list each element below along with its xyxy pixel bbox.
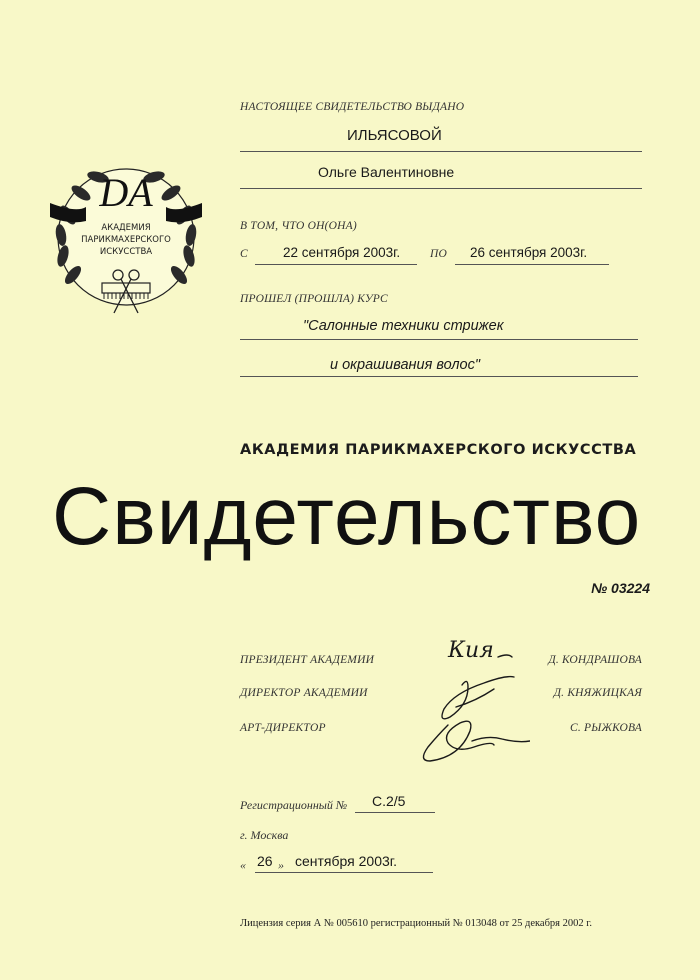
signatory-role-president: ПРЕЗИДЕНТ АКАДЕМИИ bbox=[240, 654, 375, 666]
academy-heading: АКАДЕМИЯ ПАРИКМАХЕРСКОГО ИСКУССТВА bbox=[240, 442, 637, 458]
issue-date-line bbox=[255, 872, 433, 873]
issue-day: 26 bbox=[257, 853, 273, 869]
registration-label: Регистрационный № bbox=[240, 798, 348, 812]
license-text: Лицензия серия А № 005610 регистрационный № 013048 от 25 декабря 2002 г. bbox=[240, 918, 593, 929]
certificate-number: № 03224 bbox=[591, 580, 650, 596]
logo-text-line2: ПАРИКМАХЕРСКОГО bbox=[81, 235, 171, 245]
to-label: ПО bbox=[430, 248, 448, 260]
given-names-line bbox=[240, 188, 642, 189]
signatory-name-president: Д. КОНДРАШОВА bbox=[548, 654, 642, 666]
date-open-quote: « bbox=[240, 858, 246, 872]
logo-text-line3: ИСКУССТВА bbox=[99, 247, 153, 257]
from-label: С bbox=[240, 248, 248, 260]
to-date-line bbox=[455, 264, 609, 265]
certificate-title: Свидетельство bbox=[52, 471, 642, 562]
signatory-name-art-director: С. РЫЖКОВА bbox=[569, 722, 642, 734]
from-date-line bbox=[255, 264, 417, 265]
to-date: 26 сентября 2003г. bbox=[470, 245, 588, 260]
date-close-quote: » bbox=[278, 858, 284, 872]
recipient-surname: ИЛЬЯСОВОЙ bbox=[347, 127, 442, 144]
registration-number: С.2/5 bbox=[372, 793, 406, 809]
signatory-role-director: ДИРЕКТОР АКАДЕМИИ bbox=[240, 687, 368, 699]
period-label: В ТОМ, ЧТО ОН(ОНА) bbox=[240, 220, 357, 232]
recipient-given-names: Ольге Валентиновне bbox=[318, 164, 455, 180]
course-name-line1: "Салонные техники стрижек bbox=[303, 318, 504, 334]
logo-monogram: DA bbox=[99, 170, 153, 215]
course-name-line2: и окрашивания волос" bbox=[330, 357, 480, 373]
issued-to-label: НАСТОЯЩЕЕ СВИДЕТЕЛЬСТВО ВЫДАНО bbox=[240, 101, 465, 113]
course-line-1 bbox=[240, 339, 638, 340]
city: г. Москва bbox=[240, 828, 289, 842]
signature-strokes-icon bbox=[400, 645, 530, 775]
issue-month-year: сентября 2003г. bbox=[295, 853, 398, 869]
course-line-2 bbox=[240, 376, 638, 377]
from-date: 22 сентября 2003г. bbox=[283, 245, 401, 260]
academy-logo bbox=[46, 155, 206, 320]
surname-line bbox=[240, 151, 642, 152]
signatory-name-director: Д. КНЯЖИЦКАЯ bbox=[553, 687, 642, 699]
signatory-role-art-director: АРТ-ДИРЕКТОР bbox=[240, 722, 326, 734]
signature-president-text: Кия bbox=[448, 638, 494, 663]
registration-line bbox=[355, 812, 435, 813]
logo-text-line1: АКАДЕМИЯ bbox=[101, 223, 151, 233]
course-label: ПРОШЕЛ (ПРОШЛА) КУРС bbox=[240, 293, 388, 305]
